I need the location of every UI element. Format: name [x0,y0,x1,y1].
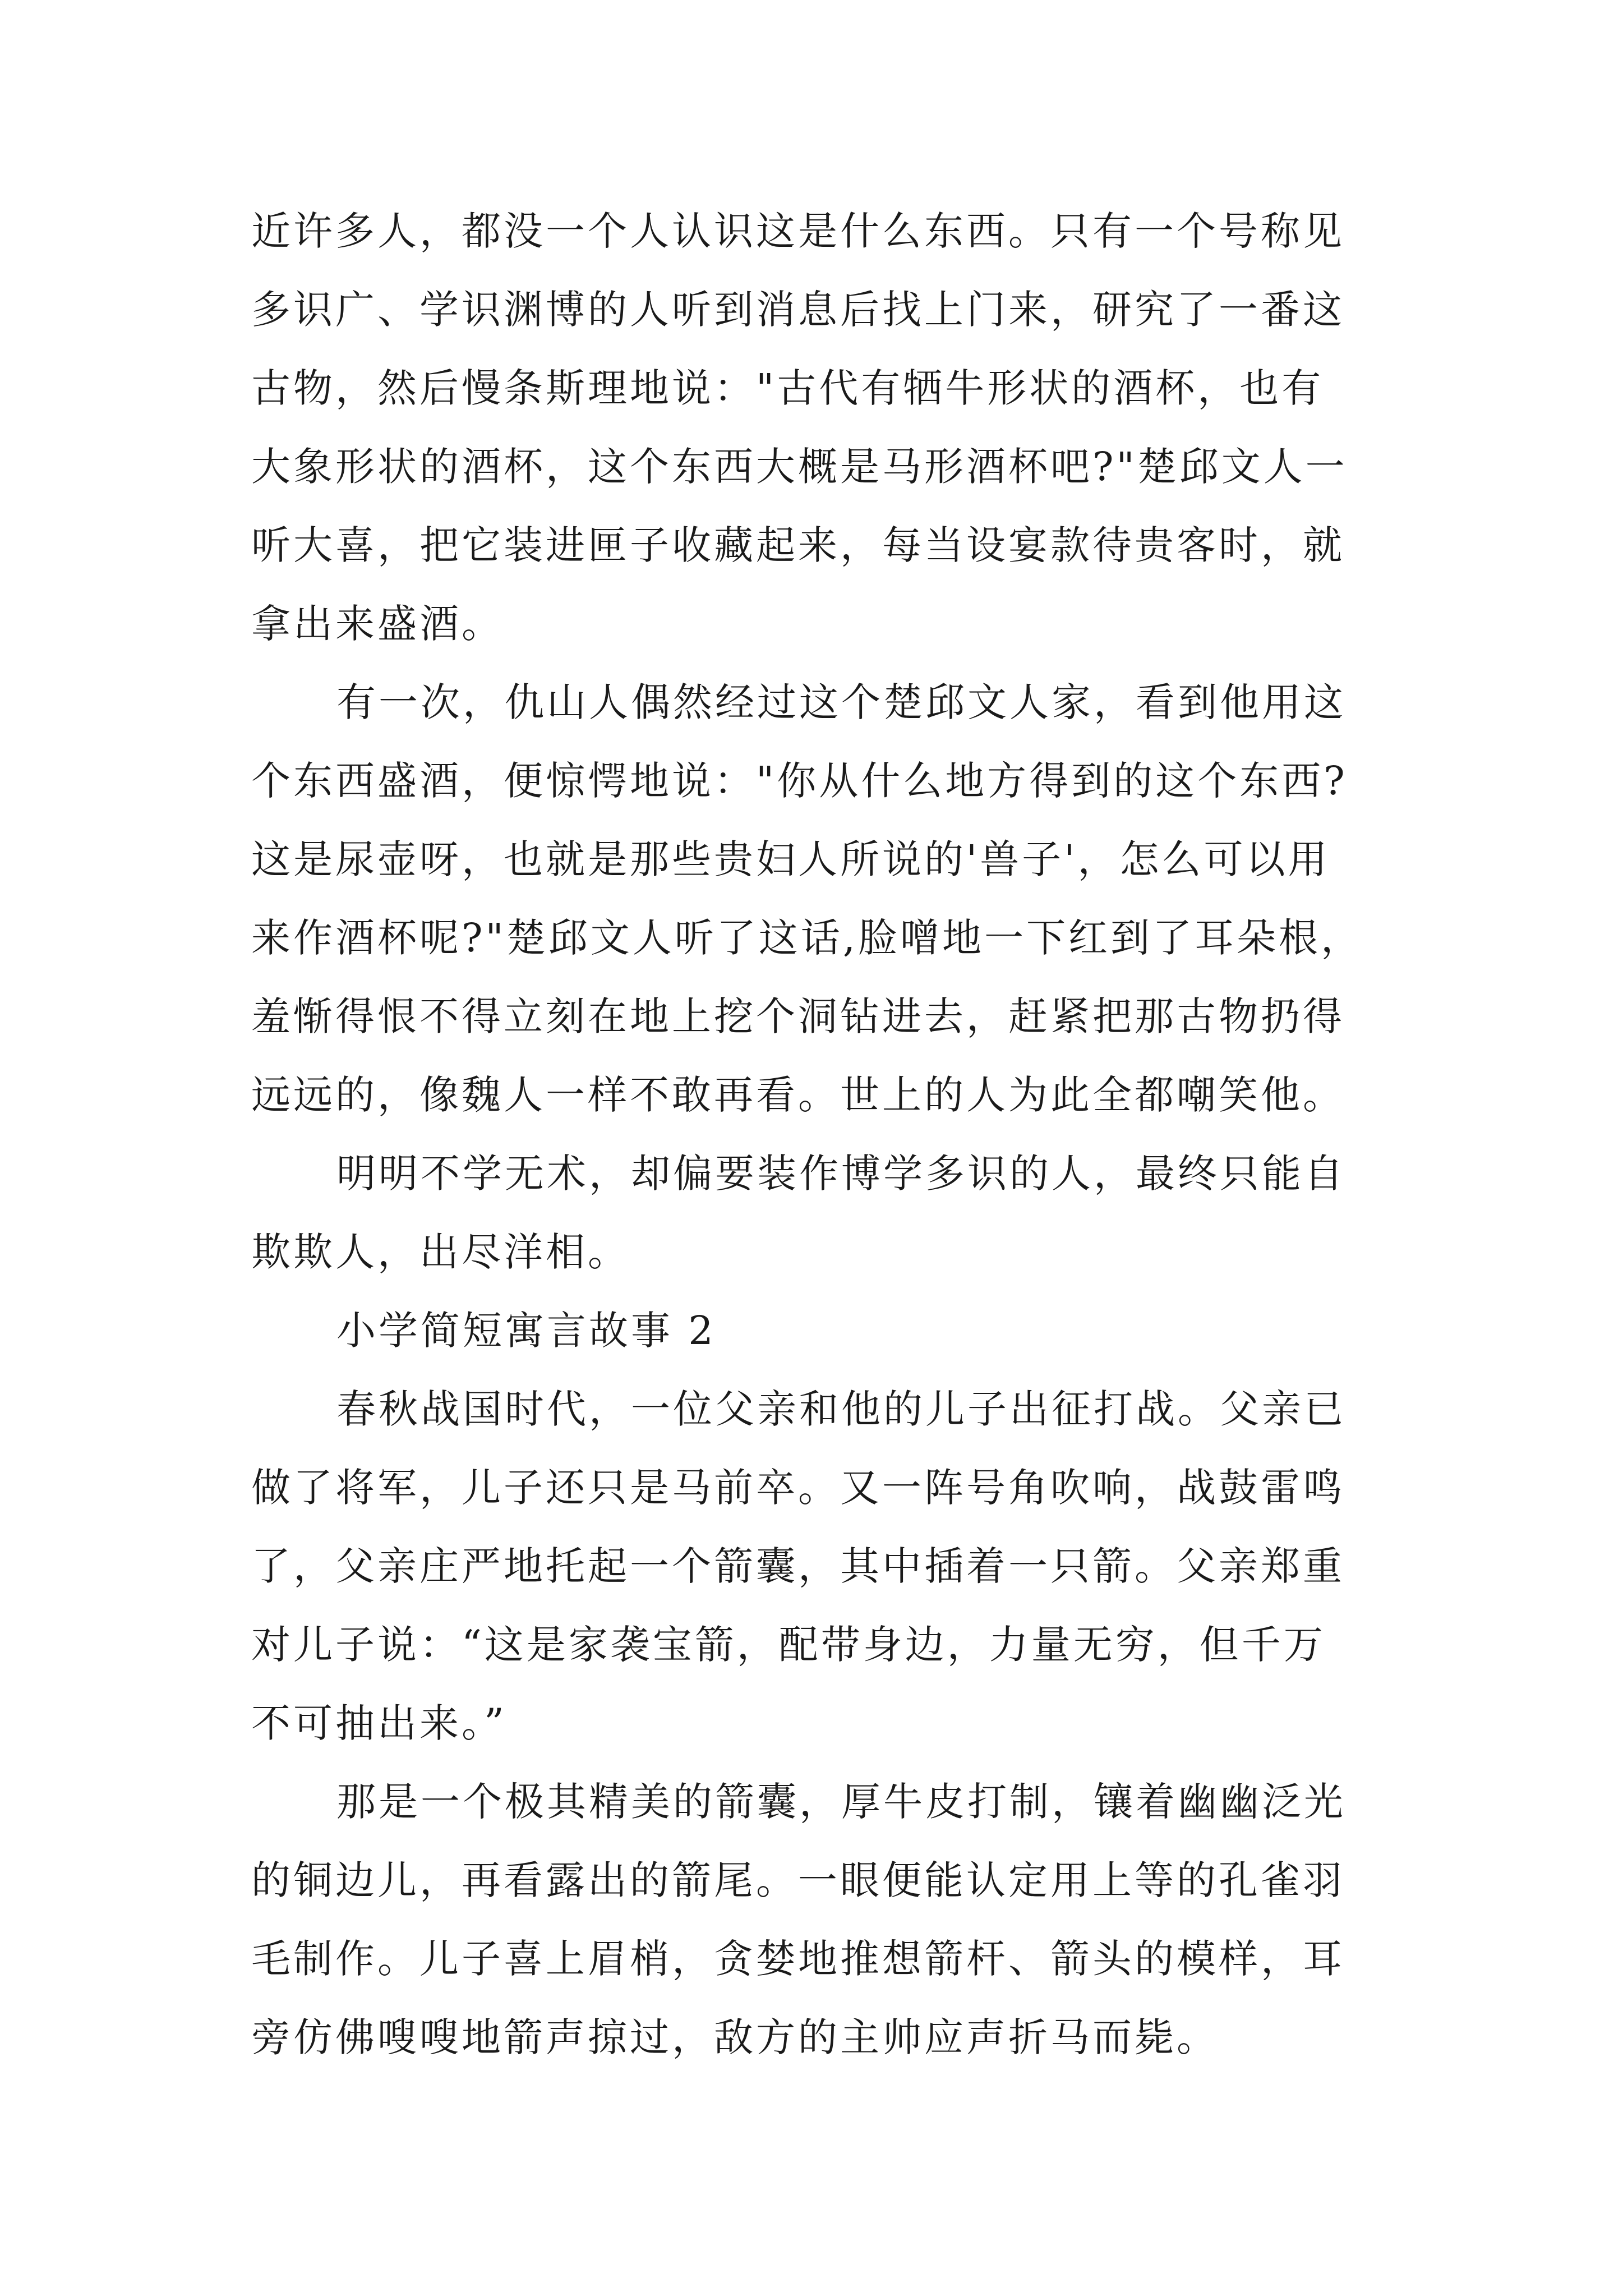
text-line: 这是尿壶呀，也就是那些贵妇人所说的'兽子'，怎么可以用 [251,836,1330,882]
paragraph-start-line: 春秋战国时代，一位父亲和他的儿子出征打战。父亲已 [336,1386,1346,1432]
text-line: 对儿子说：“这是家袭宝箭，配带身边，力量无穷，但千万 [251,1622,1326,1668]
text-line: 了，父亲庄严地托起一个箭囊，其中插着一只箭。父亲郑重 [251,1543,1345,1589]
text-line: 来作酒杯呢?"楚邱文人听了这话,脸噌地一下红到了耳朵根， [251,915,1363,961]
text-line: 羞惭得恨不得立刻在地上挖个洞钻进去，赶紧把那古物扔得 [251,993,1345,1039]
text-line: 的铜边儿，再看露出的箭尾。一眼便能认定用上等的孔雀羽 [251,1857,1345,1903]
text-line: 拿出来盛酒。 [251,601,504,647]
paragraph-start-line: 那是一个极其精美的箭囊，厚牛皮打制，镶着幽幽泛光 [336,1779,1346,1825]
text-line: 古物，然后慢条斯理地说："古代有牺牛形状的酒杯，也有 [251,365,1324,411]
text-line: 近许多人，都没一个人认识这是什么东西。只有一个号称见 [251,208,1345,254]
text-line: 不可抽出来。” [251,1700,507,1746]
text-line: 毛制作。儿子喜上眉梢，贪婪地推想箭杆、箭头的模样，耳 [251,1936,1345,1982]
text-line: 个东西盛酒，便惊愕地说："你从什么地方得到的这个东西? [251,758,1348,804]
text-line: 做了将军，儿子还只是马前卒。又一阵号角吹响，战鼓雷鸣 [251,1465,1345,1511]
section-heading: 小学简短寓言故事 2 [336,1308,716,1354]
text-line: 旁仿佛嗖嗖地箭声掠过，敌方的主帅应声折马而毙。 [251,2014,1219,2060]
text-line: 多识广、学识渊博的人听到消息后找上门来，研究了一番这 [251,287,1345,333]
paragraph-start-line: 有一次，仇山人偶然经过这个楚邱文人家，看到他用这 [336,679,1346,725]
text-line: 远远的，像魏人一样不敢再看。世上的人为此全都嘲笑他。 [251,1072,1345,1118]
text-line: 大象形状的酒杯，这个东西大概是马形酒杯吧?"楚邱文人一 [251,444,1348,490]
paragraph-start-line: 明明不学无术，却偏要装作博学多识的人，最终只能自 [336,1151,1346,1197]
text-line: 听大喜，把它装进匣子收藏起来，每当设宴款待贵客时，就 [251,522,1345,568]
text-line: 欺欺人，出尽洋相。 [251,1229,630,1275]
